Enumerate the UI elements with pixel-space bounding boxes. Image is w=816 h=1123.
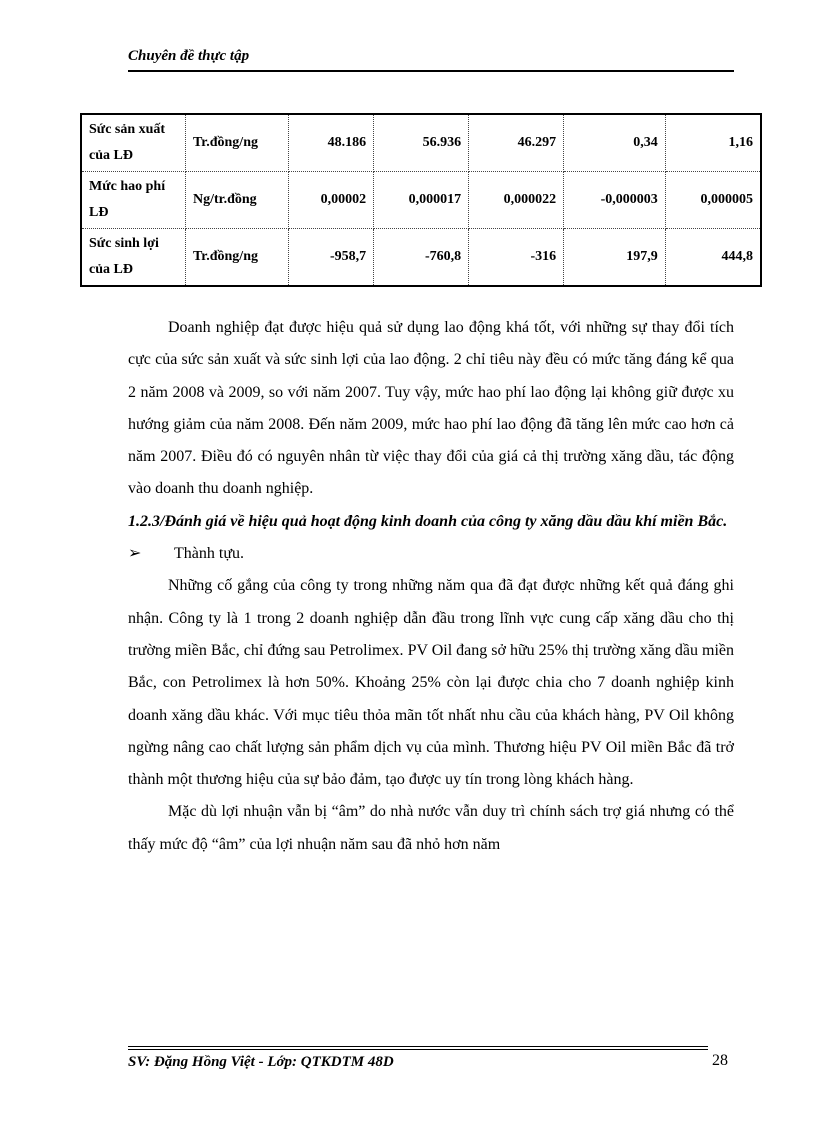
row-unit: Ng/tr.đồng [186,172,289,229]
footer-rule [128,1049,708,1050]
footer-rule [128,1046,708,1047]
row-unit: Tr.đồng/ng [186,229,289,287]
row-unit: Tr.đồng/ng [186,114,289,172]
cell-value: 56.936 [374,114,469,172]
cell-value: 48.186 [289,114,374,172]
body-text [128,312,734,861]
paragraph: Mặc dù lợi nhuận vẫn bị “âm” do nhà nước vẫn duy trì chính sách trợ giá nhưng có thể thấy mức độ “âm” của lợi nhuận năm sau đã nhỏ hơn năm [128,803,734,853]
row-label: Mức hao phí LĐ [81,172,186,229]
cell-value: 0,000005 [665,172,761,229]
arrow-bullet-icon: ➢ [128,545,142,563]
cell-value: 0,000017 [374,172,469,229]
footer-text: SV: Đặng Hồng Việt - Lớp: QTKDTM 48D [128,1054,394,1070]
bullet-item [128,538,734,570]
page-number: 28 [712,1052,728,1069]
paragraph: Những cố gắng của công ty trong những năm qua đã đạt được những kết quả đáng ghi nhận. Công ty là 1 trong 2 doanh nghiệp dẫn đầu trong lĩnh vực cung cấp xăng dầu cho thị trường miền Bắc, chỉ đứng sau Petrolimex. PV Oil đang sở hữu 25% thị trường xăng dầu miền Bắc, con Petrolimex là hơn 50%. Khoảng 25% còn lại được chia cho 7 doanh nghiệp kinh doanh xăng dầu khác. Với mục tiêu thỏa mãn tốt nhất nhu cầu của khách hàng, PV Oil không ngừng nâng cao chất lượng sản phẩm dịch vụ của mình. Thương hiệu PV Oil miền Bắc đã trở thành một thương hiệu của sự bảo đảm, tạo được uy tín trong lòng khách hàng. [128,577,734,789]
cell-value: 197,9 [564,229,666,287]
cell-value: -958,7 [289,229,374,287]
bullet-text: Thành tựu. [174,545,244,563]
table-row [81,229,761,287]
table-row [81,114,761,172]
row-label: Sức sản xuất của LĐ [81,114,186,172]
cell-value: 0,000022 [469,172,564,229]
cell-value: -0,000003 [564,172,666,229]
cell-value: 1,16 [665,114,761,172]
section-heading: 1.2.3/Đánh giá về hiệu quả hoạt động kinh doanh của công ty xăng dầu dầu khí miền Bắc. [128,512,728,530]
header-rule [128,70,734,72]
cell-value: 0,00002 [289,172,374,229]
row-label: Sức sinh lợi của LĐ [81,229,186,287]
header-title: Chuyên đề thực tập [128,48,250,64]
cell-value: 0,34 [564,114,666,172]
data-table [80,113,762,287]
paragraph: Doanh nghiệp đạt được hiệu quả sử dụng lao động khá tốt, với những sự thay đổi tích cực của sức sản xuất và sức sinh lợi của lao động. 2 chỉ tiêu này đều có mức tăng đáng kể qua 2 năm 2008 và 2009, so với năm 2007. Tuy vậy, mức hao phí lao động lại không giữ được xu hướng giảm của năm 2008. Đến năm 2009, mức hao phí lao động đã tăng lên mức cao hơn cả năm 2007. Điều đó có nguyên nhân từ việc thay đổi của giá cả thị trường xăng dầu, tác động vào doanh thu doanh nghiệp. [128,319,734,498]
cell-value: 444,8 [665,229,761,287]
cell-value: -316 [469,229,564,287]
cell-value: -760,8 [374,229,469,287]
table-row [81,172,761,229]
cell-value: 46.297 [469,114,564,172]
